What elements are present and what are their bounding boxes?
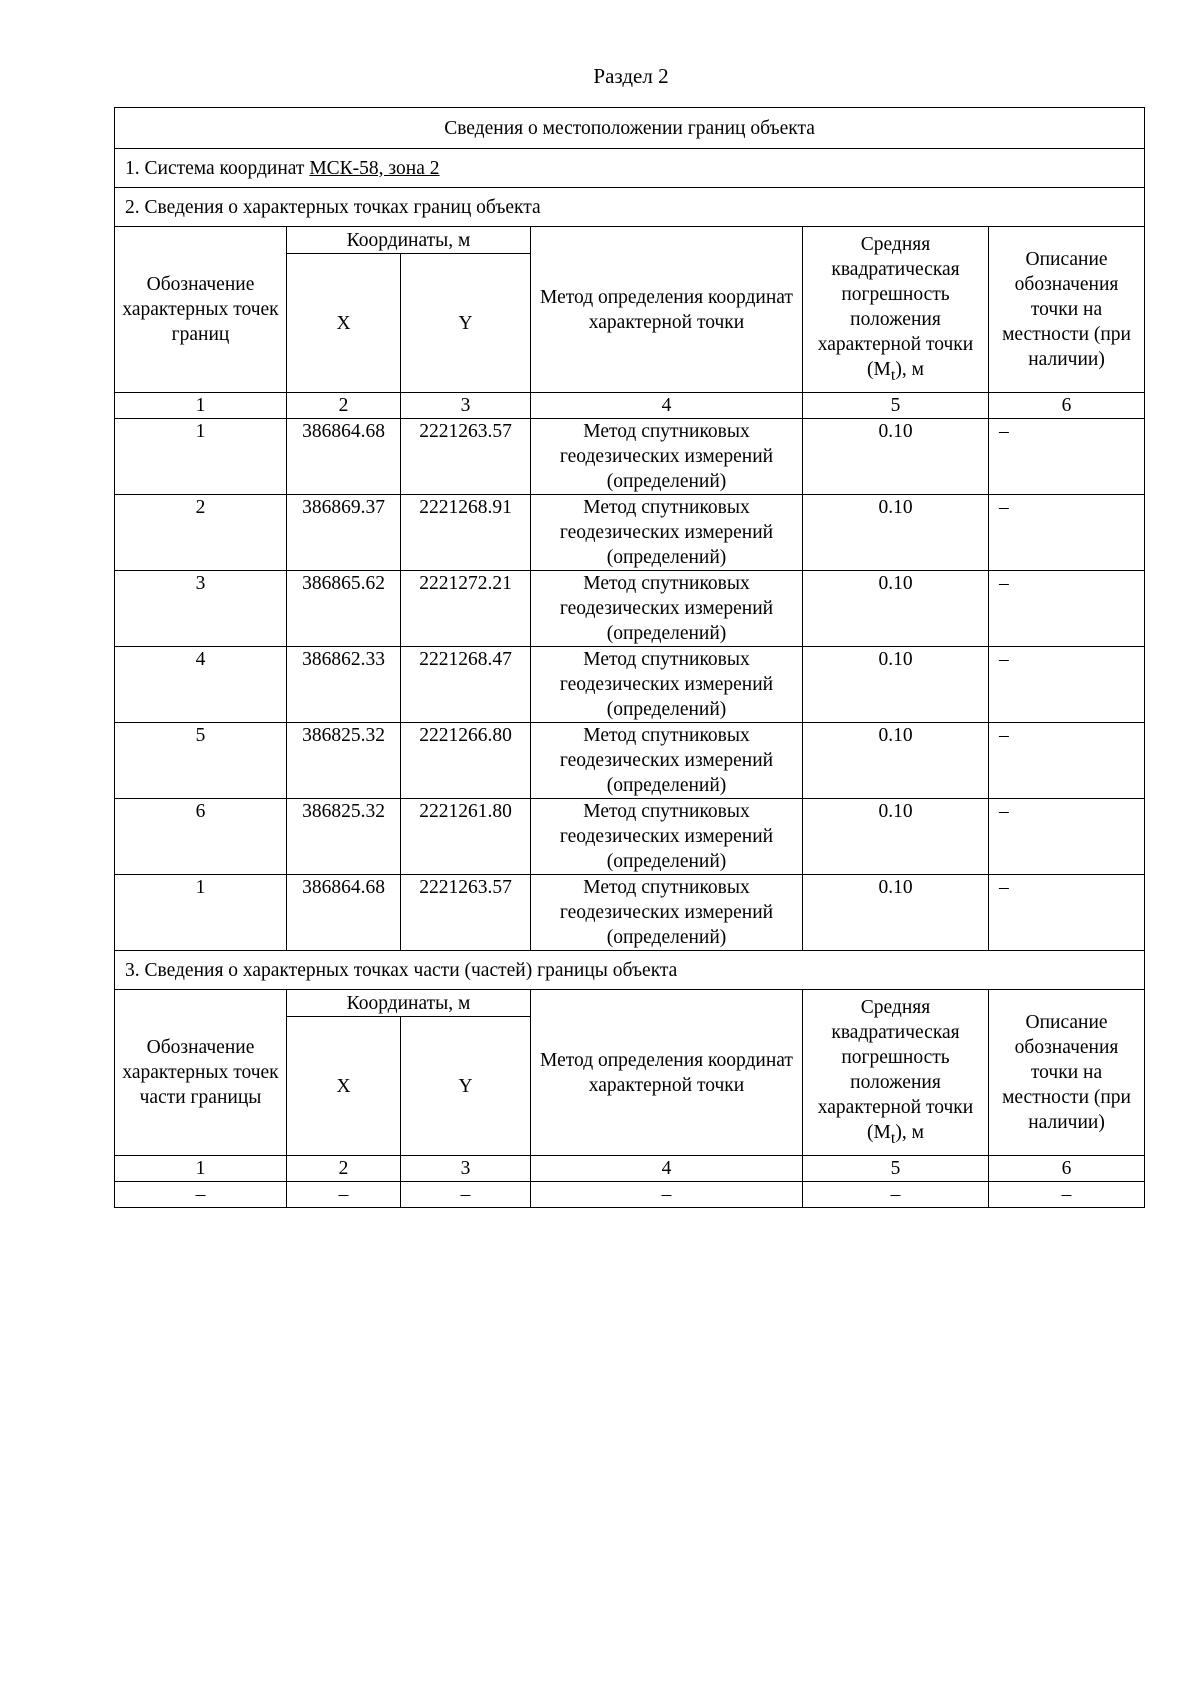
header-designation: Обозначение характерных точек границ (115, 227, 287, 393)
column-number: 1 (115, 393, 287, 419)
point-cell: 1 (115, 419, 287, 495)
column-number: 1 (115, 1156, 287, 1182)
error-cell: 0.10 (803, 875, 989, 951)
error-cell: 0.10 (803, 723, 989, 799)
coordinate-system-label: 1. Система координат (125, 157, 310, 179)
part-header-designation: Обозначение характерных точек части границы (115, 990, 287, 1156)
part-header-error-sub: t (890, 1128, 896, 1147)
column-number: 2 (287, 1156, 401, 1182)
part-header-coords: Координаты, м (287, 990, 531, 1017)
x-cell: 386864.68 (287, 419, 401, 495)
header-error (803, 227, 989, 393)
error-cell: 0.10 (803, 419, 989, 495)
table-row (115, 571, 1145, 647)
x-cell: – (287, 1182, 401, 1208)
part-header-method: Метод определения координат характерной точки (531, 990, 803, 1156)
y-cell: 2221272.21 (401, 571, 531, 647)
column-number: 5 (803, 1156, 989, 1182)
point-cell: 5 (115, 723, 287, 799)
y-cell: – (401, 1182, 531, 1208)
column-number: 3 (401, 1156, 531, 1182)
x-cell: 386825.32 (287, 723, 401, 799)
table-row (115, 419, 1145, 495)
method-cell: Метод спутниковых геодезических измерений (определений) (531, 495, 803, 571)
description-cell: – (989, 1182, 1145, 1208)
description-cell: – (989, 875, 1145, 951)
column-number: 6 (989, 1156, 1145, 1182)
description-cell: – (989, 495, 1145, 571)
x-cell: 386864.68 (287, 875, 401, 951)
method-cell: Метод спутниковых геодезических измерений (определений) (531, 647, 803, 723)
header-error-sub: t (890, 365, 896, 384)
y-cell: 2221266.80 (401, 723, 531, 799)
part-header-y: Y (401, 1017, 531, 1156)
column-number: 3 (401, 393, 531, 419)
point-cell: 4 (115, 647, 287, 723)
column-number: 4 (531, 1156, 803, 1182)
table-row (115, 647, 1145, 723)
point-cell: 3 (115, 571, 287, 647)
y-cell: 2221261.80 (401, 799, 531, 875)
part-header-x: X (287, 1017, 401, 1156)
section-title: Раздел 2 (593, 64, 669, 88)
description-cell: – (989, 647, 1145, 723)
x-cell: 386869.37 (287, 495, 401, 571)
x-cell: 386825.32 (287, 799, 401, 875)
boundary-table (114, 107, 1145, 1208)
method-cell: Метод спутниковых геодезических измерений (определений) (531, 799, 803, 875)
header-coords: Координаты, м (287, 227, 531, 254)
header-x: X (287, 254, 401, 393)
error-cell: – (803, 1182, 989, 1208)
column-number: 4 (531, 393, 803, 419)
description-cell: – (989, 723, 1145, 799)
method-cell: Метод спутниковых геодезических измерений (определений) (531, 723, 803, 799)
point-cell: – (115, 1182, 287, 1208)
error-cell: 0.10 (803, 495, 989, 571)
table-row (115, 799, 1145, 875)
point-cell: 2 (115, 495, 287, 571)
header-error-suffix: ), м (895, 358, 924, 380)
method-cell: Метод спутниковых геодезических измерений (определений) (531, 875, 803, 951)
part-points-heading: 3. Сведения о характерных точках части (частей) границы объекта (115, 951, 1145, 990)
table-row (115, 723, 1145, 799)
column-number: 2 (287, 393, 401, 419)
column-number: 5 (803, 393, 989, 419)
error-cell: 0.10 (803, 799, 989, 875)
coordinate-system-row (115, 149, 1145, 188)
description-cell: – (989, 799, 1145, 875)
part-header-error (803, 990, 989, 1156)
error-cell: 0.10 (803, 571, 989, 647)
description-cell: – (989, 419, 1145, 495)
method-cell: Метод спутниковых геодезических измерений (определений) (531, 571, 803, 647)
table-row (115, 875, 1145, 951)
method-cell: Метод спутниковых геодезических измерений (определений) (531, 419, 803, 495)
y-cell: 2221268.47 (401, 647, 531, 723)
error-cell: 0.10 (803, 647, 989, 723)
part-column-numbers-row (115, 1156, 1145, 1182)
header-description: Описание обозначения точки на местности (при наличии) (989, 227, 1145, 393)
description-cell: – (989, 571, 1145, 647)
table-row (115, 495, 1145, 571)
part-header-error-text: Средняя квадратическая погрешность положения характерной точки (M (817, 996, 974, 1143)
y-cell: 2221263.57 (401, 419, 531, 495)
y-cell: 2221263.57 (401, 875, 531, 951)
coordinate-system-value: МСК-58, зона 2 (309, 157, 440, 179)
column-numbers-row (115, 393, 1145, 419)
boundary-points-heading: 2. Сведения о характерных точках границ объекта (115, 188, 1145, 227)
x-cell: 386862.33 (287, 647, 401, 723)
header-y: Y (401, 254, 531, 393)
part-header-description: Описание обозначения точки на местности (при наличии) (989, 990, 1145, 1156)
part-header-error-suffix: ), м (895, 1121, 924, 1143)
column-number: 6 (989, 393, 1145, 419)
header-method: Метод определения координат характерной точки (531, 227, 803, 393)
table-row (115, 1182, 1145, 1208)
point-cell: 1 (115, 875, 287, 951)
y-cell: 2221268.91 (401, 495, 531, 571)
header-error-text: Средняя квадратическая погрешность положения характерной точки (M (817, 233, 974, 380)
point-cell: 6 (115, 799, 287, 875)
x-cell: 386865.62 (287, 571, 401, 647)
table-title: Сведения о местоположении границ объекта (115, 108, 1145, 149)
method-cell: – (531, 1182, 803, 1208)
